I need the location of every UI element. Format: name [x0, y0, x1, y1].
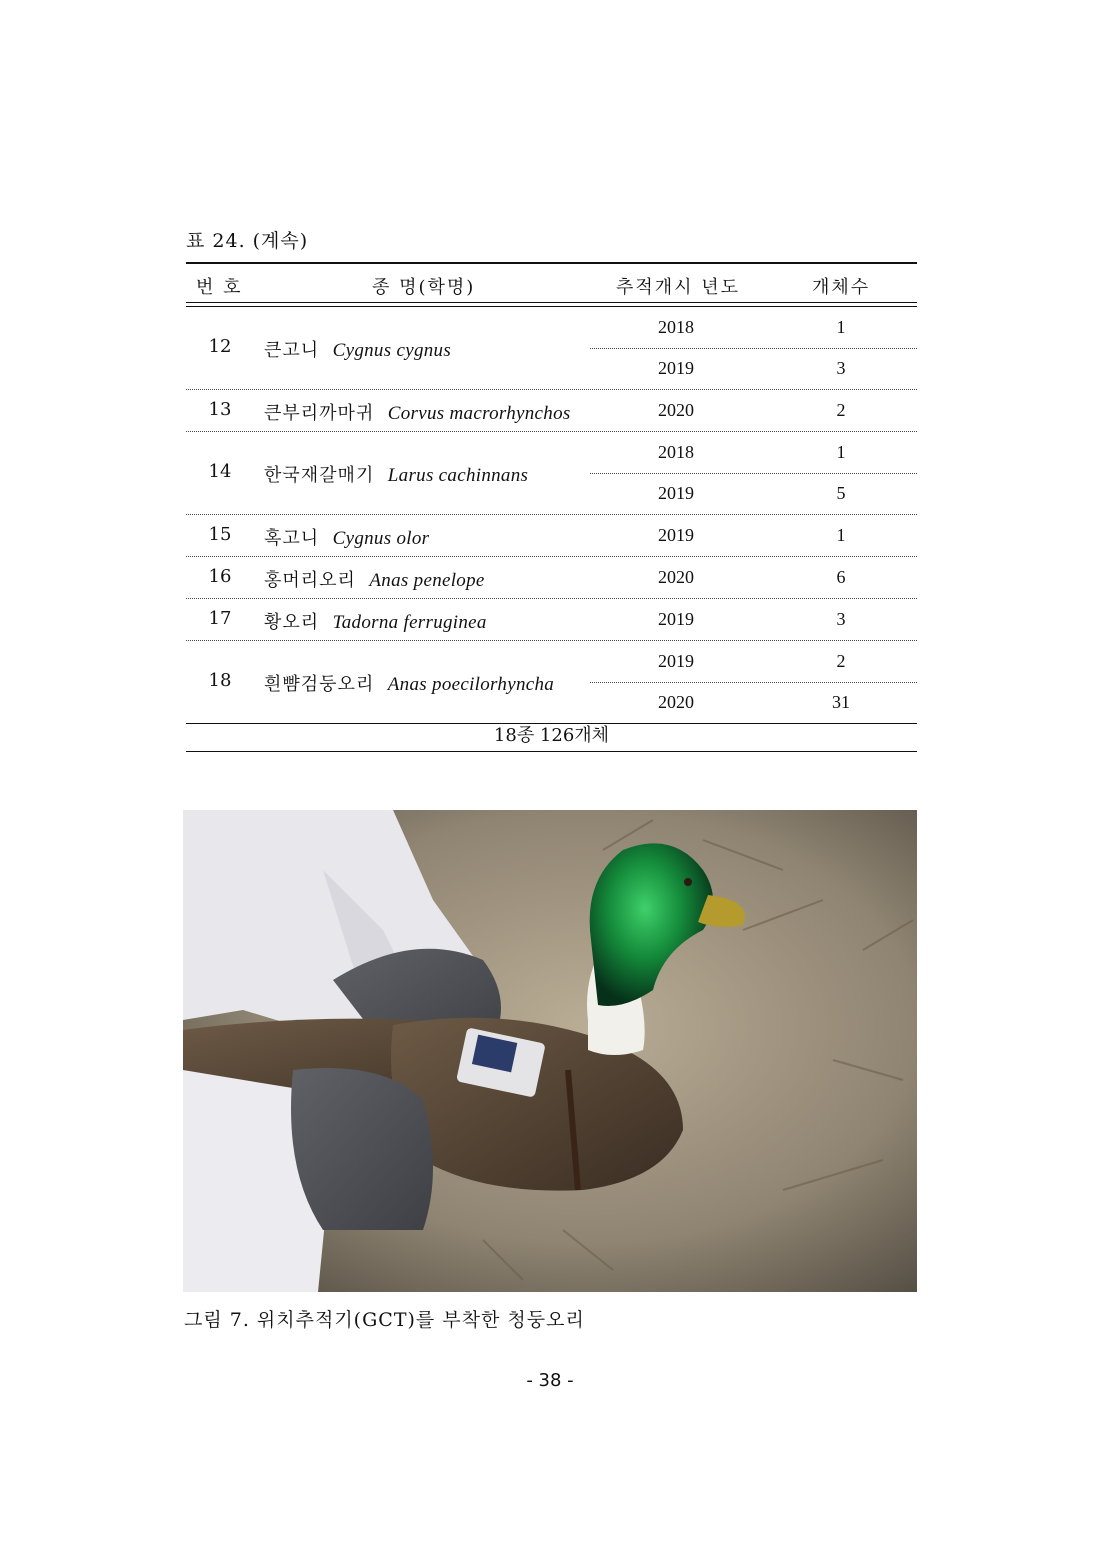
table-row [186, 599, 917, 641]
duck-photo-illustration [183, 810, 917, 1292]
species-table [186, 262, 917, 724]
species-scientific-name: Corvus macrorhynchos [387, 402, 571, 424]
year-entry [590, 473, 917, 514]
species-korean-name: 흰뺨검둥오리 [264, 674, 375, 695]
year-entry [590, 432, 917, 474]
species-scientific-name: Tadorna ferruginea [332, 611, 487, 633]
year-entry [590, 390, 917, 431]
species-name [264, 670, 554, 696]
species-name [264, 336, 451, 362]
year-entry [590, 557, 917, 598]
row-number: 15 [208, 523, 232, 545]
species-name [264, 608, 487, 634]
species-korean-name: 혹고니 [264, 527, 320, 549]
individual-count: 3 [836, 358, 846, 378]
tracking-start-year: 2020 [658, 567, 694, 587]
table-header [186, 264, 917, 302]
species-name [264, 566, 485, 592]
species-name [264, 399, 571, 425]
tracking-start-year: 2019 [658, 609, 694, 629]
table-row [186, 641, 917, 724]
individual-count: 1 [836, 442, 846, 462]
individual-count: 6 [836, 567, 846, 587]
year-entry [590, 599, 917, 640]
species-scientific-name: Larus cachinnans [387, 465, 529, 486]
individual-count: 1 [836, 317, 846, 337]
species-korean-name: 홍머리오리 [264, 569, 356, 591]
year-entry [590, 515, 917, 556]
year-entry [590, 348, 917, 389]
header-no: 번 호 [196, 277, 243, 298]
species-name [264, 524, 429, 550]
individual-count: 2 [836, 651, 846, 671]
table-row [186, 515, 917, 557]
table-caption: 표 24. (계속) [186, 230, 309, 252]
header-name: 종 명(학명) [372, 277, 476, 298]
header-count: 개체수 [812, 277, 871, 298]
tracking-start-year: 2020 [658, 692, 694, 712]
table-row [186, 307, 917, 390]
species-scientific-name: Cygnus cygnus [332, 340, 452, 361]
row-number: 13 [208, 398, 232, 420]
individual-count: 3 [836, 609, 846, 629]
tracking-start-year: 2020 [658, 400, 694, 420]
tracking-start-year: 2019 [658, 358, 694, 378]
table-row [186, 390, 917, 432]
species-korean-name: 큰부리까마귀 [264, 402, 375, 424]
species-scientific-name: Anas poecilorhyncha [387, 674, 555, 695]
species-scientific-name: Cygnus olor [332, 527, 430, 549]
row-number: 12 [208, 336, 232, 357]
individual-count: 5 [836, 483, 846, 503]
table-row [186, 432, 917, 515]
page-number: - 38 - [526, 1370, 574, 1391]
header-year: 추적개시 년도 [616, 277, 741, 298]
row-number: 14 [208, 461, 232, 482]
table-row [186, 557, 917, 599]
species-korean-name: 한국재갈매기 [264, 465, 375, 486]
species-korean-name: 황오리 [264, 611, 320, 633]
individual-count: 1 [836, 525, 846, 545]
tracking-start-year: 2019 [658, 651, 694, 671]
tracking-start-year: 2018 [658, 317, 694, 337]
row-number: 18 [208, 670, 232, 691]
row-number: 16 [208, 565, 232, 587]
year-entry [590, 641, 917, 683]
tracking-start-year: 2018 [658, 442, 694, 462]
tracking-start-year: 2019 [658, 525, 694, 545]
species-name [264, 461, 528, 487]
individual-count: 31 [832, 692, 850, 712]
species-korean-name: 큰고니 [264, 340, 320, 361]
figure-caption: 그림 7. 위치추적기(GCT)를 부착한 청둥오리 [184, 1309, 585, 1331]
tracking-start-year: 2019 [658, 483, 694, 503]
year-entry [590, 307, 917, 349]
row-number: 17 [208, 607, 232, 629]
photo-mallard-with-tracker [183, 810, 917, 1292]
table-body [186, 307, 917, 724]
individual-count: 2 [836, 400, 846, 420]
table-total: 18종 126개체 [186, 715, 917, 752]
species-scientific-name: Anas penelope [369, 569, 485, 591]
